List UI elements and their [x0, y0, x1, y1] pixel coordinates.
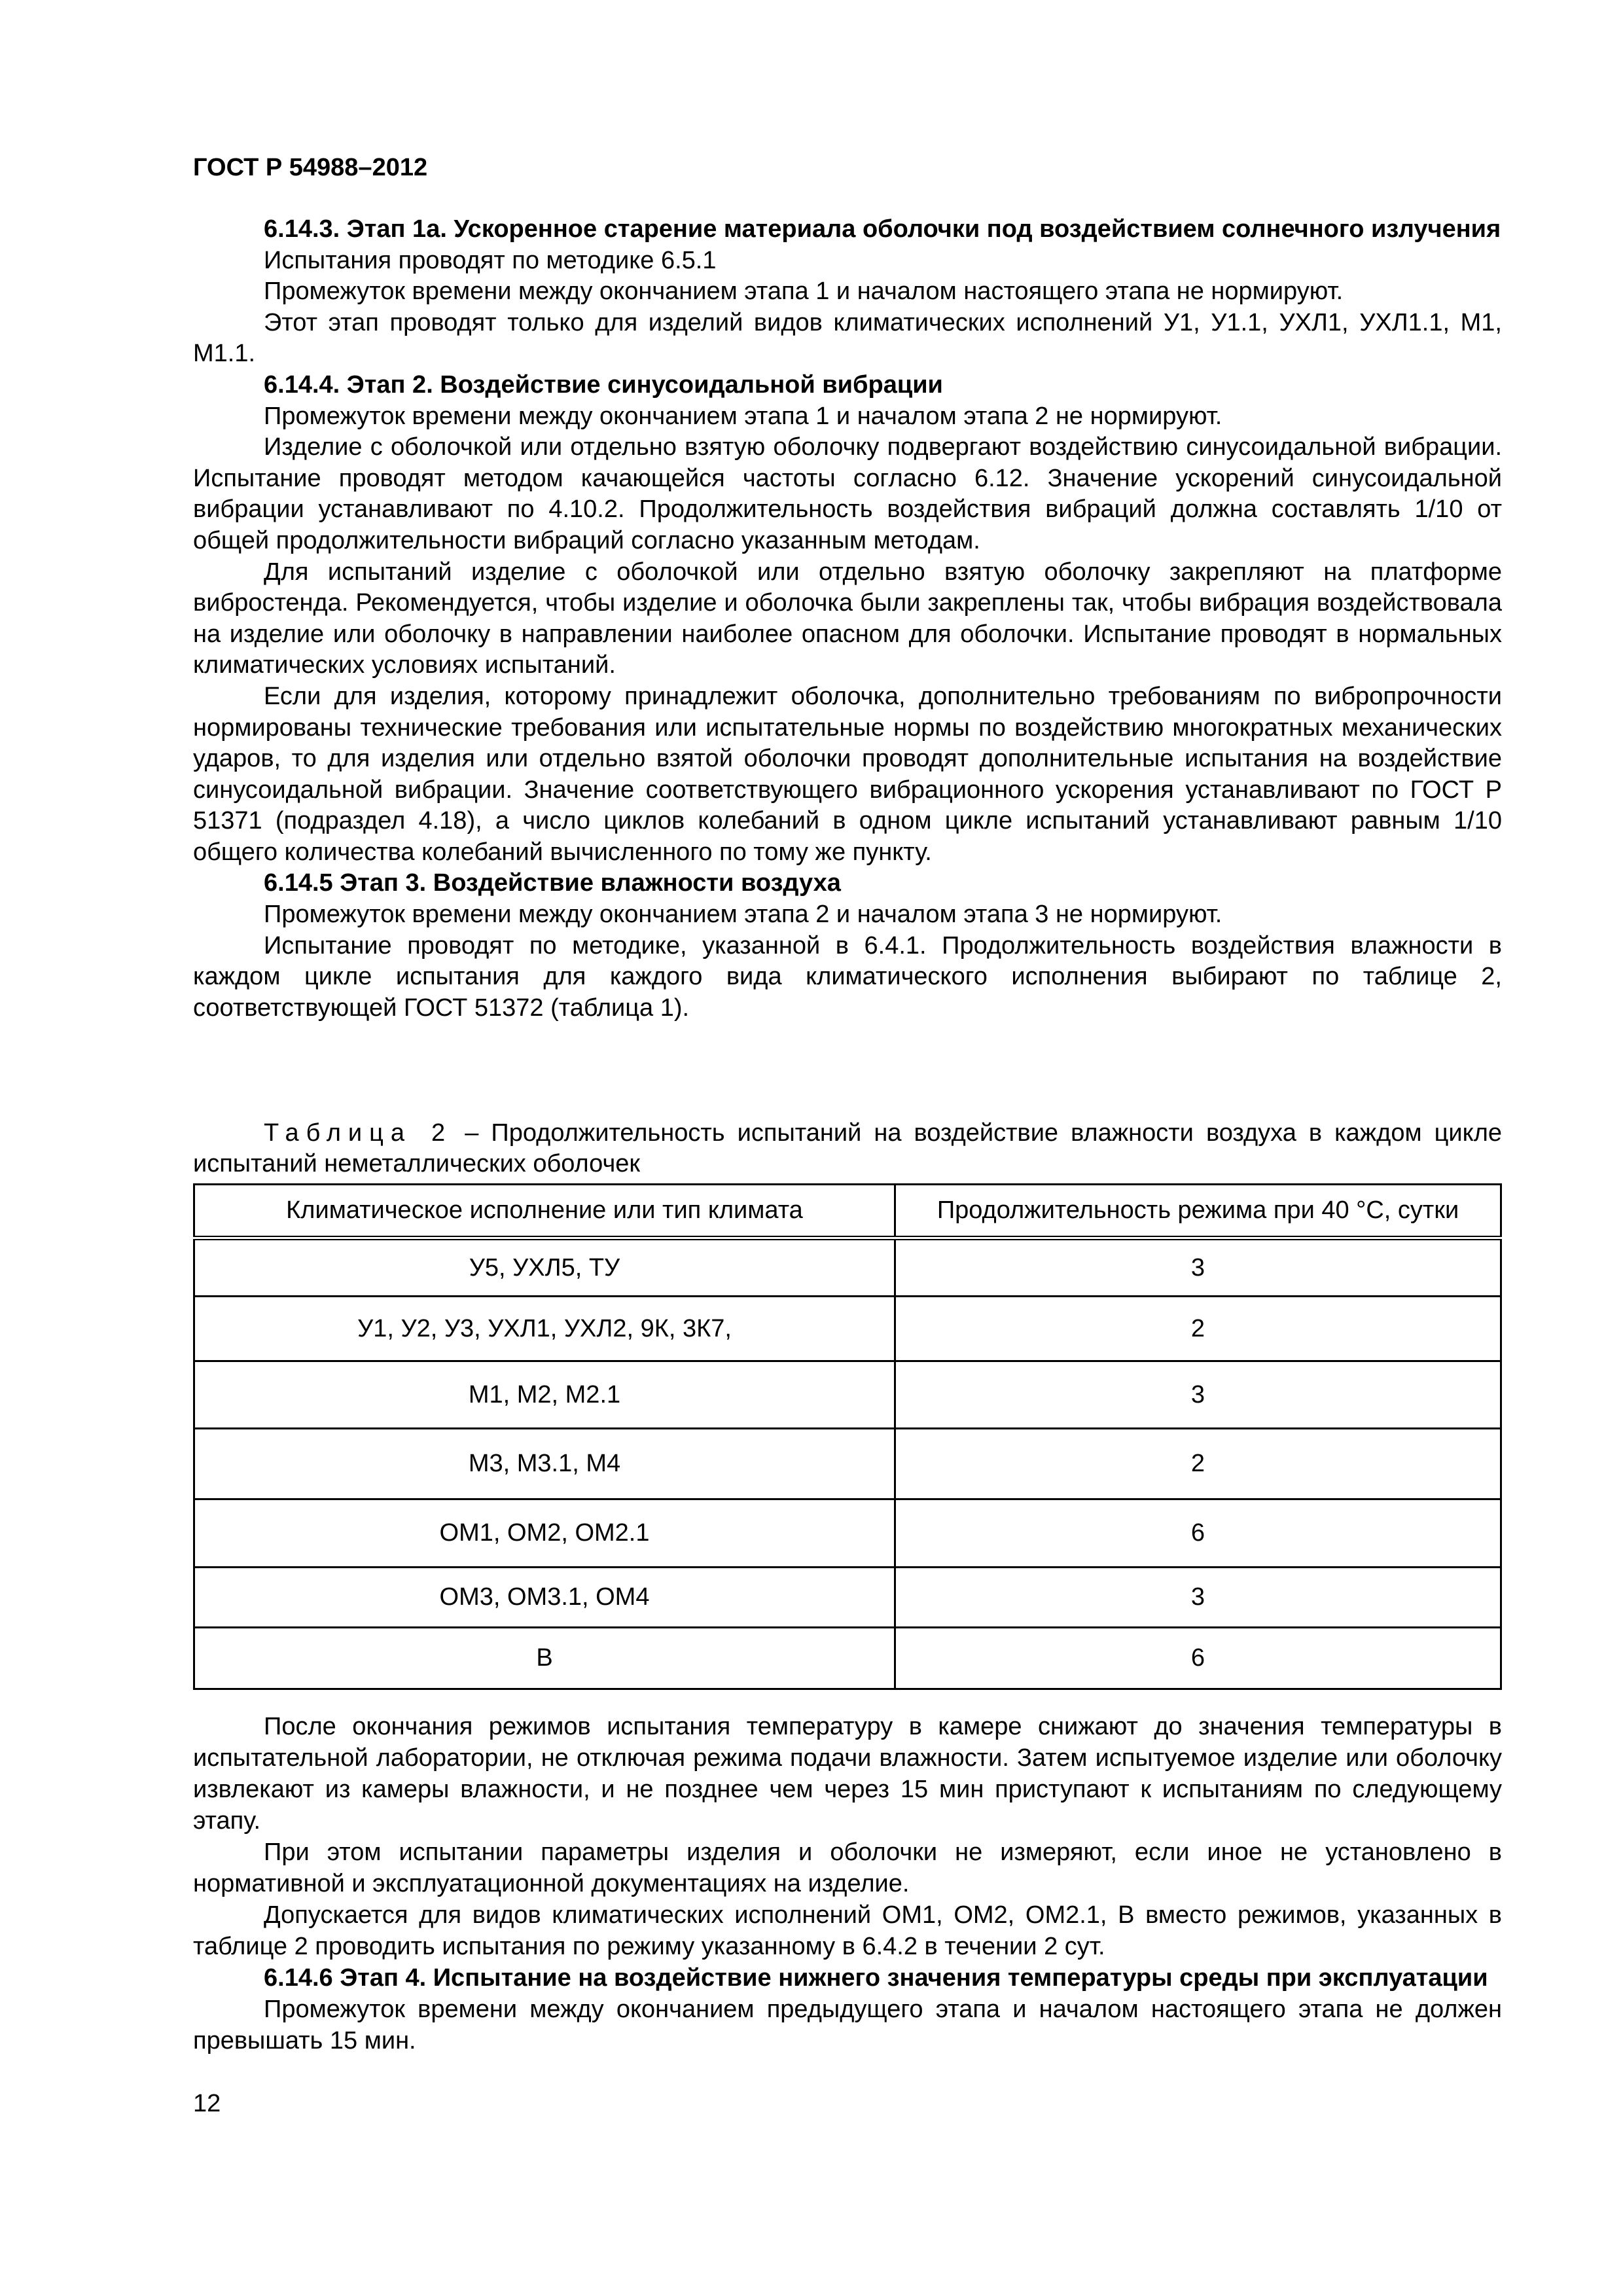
table-row	[194, 1238, 1501, 1297]
table-cell-climate: ОМ3, ОМ3.1, ОМ4	[194, 1568, 895, 1628]
paragraph: Промежуток времени между окончанием этапа 1 и началом этапа 2 не нормируют.	[264, 402, 1222, 430]
table-cell-climate: ОМ1, ОМ2, ОМ2.1	[194, 1499, 895, 1568]
heading-6-14-6: 6.14.6 Этап 4. Испытание на воздействие нижнего значения температуры среды при эксплуатации	[264, 1964, 1488, 1992]
heading-6-14-3: 6.14.3. Этап 1а. Ускоренное старение материала оболочки под воздействием солнечного излучения	[264, 215, 1501, 243]
column-header-duration: Продолжительность режима при 40 °С, сутки	[895, 1185, 1501, 1238]
page-number: 12	[193, 2090, 221, 2117]
table-cell-days: 2	[895, 1429, 1501, 1499]
paragraph: При этом испытании параметры изделия и оболочки не измеряют, если иное не установлено в нормативной и эксплуатационной документациях на изделие.	[193, 1839, 1502, 1897]
table-cell-climate: М1, М2, М2.1	[194, 1361, 895, 1429]
table-cell-days: 3	[895, 1238, 1501, 1297]
table-caption-text: – Продолжительность испытаний на воздействие влажности воздуха в каждом цикле испытаний неметаллических оболочек	[193, 1119, 1502, 1177]
table-row	[194, 1429, 1501, 1499]
table-cell-days: 3	[895, 1361, 1501, 1429]
paragraph: Если для изделия, которому принадлежит оболочка, дополнительно требованиям по вибропрочности нормированы технические требования или испытательные нормы по воздействию многократных механических ударов, то для изделия или отдельно взятой оболочки проводят дополнительные испытания на воздействие синусоидальной вибрации. Значение соответствующего вибрационного ускорения устанавливают по ГОСТ Р 51371 (подраздел 4.18), а число циклов колебаний в одном цикле испытаний устанавливают равным 1/10 общего количества колебаний вычисленного по тому же пункту.	[193, 682, 1502, 866]
table-caption	[193, 1118, 1502, 1179]
paragraph: Этот этап проводят только для изделий видов климатических исполнений У1, У1.1, УХЛ1, УХЛ1.1, М1, М1.1.	[193, 308, 1502, 368]
body-text-top	[193, 214, 1502, 1024]
table-cell-climate: У5, УХЛ5, ТУ	[194, 1238, 895, 1297]
body-text-bottom	[193, 1711, 1502, 2056]
table-row	[194, 1499, 1501, 1568]
paragraph: После окончания режимов испытания температуру в камере снижают до значения температуры в испытательной лаборатории, не отключая режима подачи влажности. Затем испытуемое изделие или оболочку извлекают из камеры влажности, и не позднее чем через 15 мин приступают к испытаниям по следующему этапу.	[193, 1713, 1502, 1835]
table-header-row	[194, 1185, 1501, 1238]
table-cell-days: 2	[895, 1297, 1501, 1361]
table-cell-climate: У1, У2, У3, УХЛ1, УХЛ2, 9К, 3К7,	[194, 1297, 895, 1361]
heading-6-14-5: 6.14.5 Этап 3. Воздействие влажности воздуха	[264, 869, 841, 897]
table-row	[194, 1361, 1501, 1429]
table-caption-label: Таблица 2	[264, 1119, 453, 1147]
table-row	[194, 1297, 1501, 1361]
column-header-climate: Климатическое исполнение или тип климата	[194, 1185, 895, 1238]
table-cell-days: 3	[895, 1568, 1501, 1628]
paragraph: Испытания проводят по методике 6.5.1	[264, 246, 717, 274]
table-row	[194, 1568, 1501, 1628]
table-cell-climate: М3, М3.1, М4	[194, 1429, 895, 1499]
standard-header: ГОСТ Р 54988–2012	[193, 154, 428, 181]
table-row	[194, 1628, 1501, 1689]
paragraph: Испытание проводят по методике, указанной в 6.4.1. Продолжительность воздействия влажности в каждом цикле испытания для каждого вида климатического исполнения выбирают по таблице 2, соответствующей ГОСТ 51372 (таблица 1).	[193, 931, 1502, 1022]
paragraph: Промежуток времени между окончанием предыдущего этапа и началом настоящего этапа не должен превышать 15 мин.	[193, 1996, 1502, 2054]
paragraph: Для испытаний изделие с оболочкой или отдельно взятую оболочку закрепляют на платформе вибростенда. Рекомендуется, чтобы изделие и оболочка были закреплены так, чтобы вибрация воздействовала на изделие или оболочку в направлении наиболее опасном для оболочки. Испытание проводят в нормальных климатических условиях испытаний.	[193, 558, 1502, 679]
table-cell-days: 6	[895, 1499, 1501, 1568]
heading-6-14-4: 6.14.4. Этап 2. Воздействие синусоидальной вибрации	[264, 370, 943, 399]
paragraph: Допускается для видов климатических исполнений ОМ1, ОМ2, ОМ2.1, В вместо режимов, указанных в таблице 2 проводить испытания по режиму указанному в 6.4.2 в течении 2 сут.	[193, 1901, 1502, 1960]
humidity-duration-table	[193, 1183, 1502, 1690]
table-cell-days: 6	[895, 1628, 1501, 1689]
paragraph: Промежуток времени между окончанием этапа 2 и началом этапа 3 не нормируют.	[264, 901, 1222, 929]
table-cell-climate: В	[194, 1628, 895, 1689]
paragraph: Изделие с оболочкой или отдельно взятую оболочку подвергают воздействию синусоидальной вибрации. Испытание проводят методом качающейся частоты согласно 6.12. Значение ускорений синусоидальной вибрации устанавливают по 4.10.2. Продолжительность воздействия вибраций должна составлять 1/10 от общей продолжительности вибраций согласно указанным методам.	[193, 433, 1502, 554]
paragraph: Промежуток времени между окончанием этапа 1 и началом настоящего этапа не нормируют.	[264, 278, 1344, 306]
